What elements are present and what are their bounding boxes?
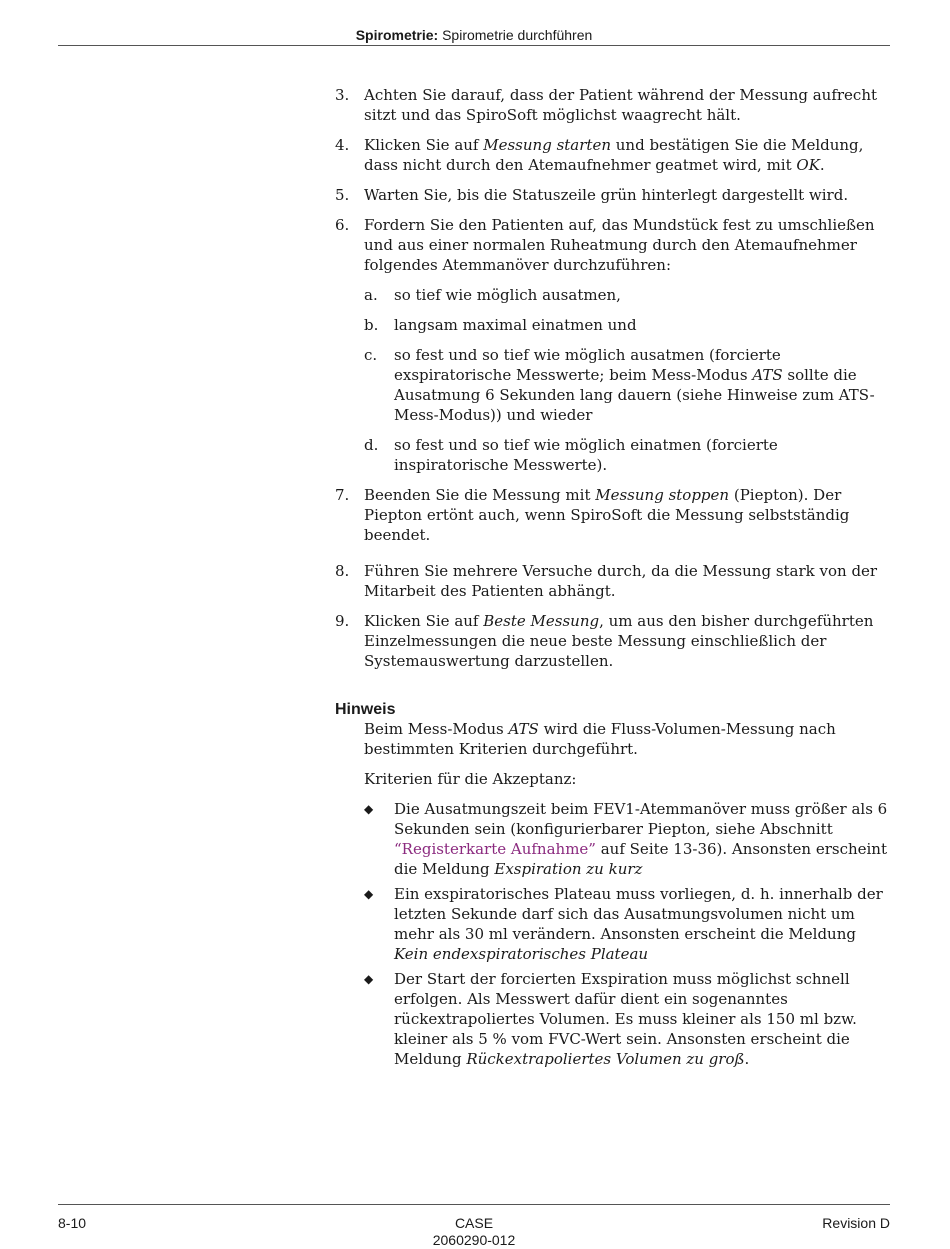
criteria-item: [364, 884, 891, 964]
note-text-part: Beim Mess-Modus: [364, 720, 509, 738]
criteria-item: [364, 799, 891, 879]
step-text-part: (Piepton). Der Piepton ertönt auch, wenn SpiroSoft die Messung selbstständig beendet.: [364, 486, 850, 544]
substep-text: so tief wie möglich ausatmen,: [394, 286, 621, 304]
header-section: Spirometrie:: [355, 27, 439, 43]
step-9: [335, 611, 891, 671]
step-number: 8.: [335, 562, 350, 580]
substep-c: [364, 345, 891, 425]
substep-letter: a.: [364, 286, 378, 304]
step-text: [364, 611, 891, 671]
step-6: [335, 215, 891, 475]
criteria-text: [394, 799, 891, 879]
step-text-part: Beenden Sie die Messung mit: [364, 486, 596, 504]
criteria-text-part: Ein exspiratorisches Plateau muss vorliegen, d. h. innerhalb der letzten Sekunde darf sich das Ausatmungsvolumen nicht um mehr als 30 ml verändern. Ansonsten erscheint die Meldung: [394, 885, 883, 943]
criteria-text-part: .: [744, 1050, 750, 1068]
page-number: 8-10: [58, 1215, 87, 1231]
step-number: 5.: [335, 186, 350, 204]
step-5: [335, 185, 891, 205]
message-volumen-zu-gross: Rückextrapoliertes Volumen zu groß: [466, 1050, 745, 1068]
substep-text-part: sollte die Ausatmung 6 Sekunden lang dauern (siehe Hinweise zum ATS-Mess-Modus)) und wieder: [394, 366, 875, 424]
step-body: [364, 215, 891, 475]
page-header: [58, 0, 890, 46]
footer-center: [58, 1215, 890, 1249]
step-text-part: , um aus den bisher durchgeführten Einzelmessungen die neue beste Messung einschließlich der Systemauswertung darzustellen.: [364, 612, 874, 670]
step-text-part: Klicken Sie auf: [364, 612, 484, 630]
note-title: Hinweis: [335, 701, 396, 718]
diamond-bullet-icon: ◆: [364, 802, 374, 816]
step-text: Fordern Sie den Patienten auf, das Mundstück fest zu umschließen und aus einer normalen Ruheatmung durch den Atemaufnehmer folgendes Atemmanöver durchzuführen:: [364, 216, 875, 274]
step-4: [335, 135, 891, 175]
ui-term-beste-messung: Beste Messung: [483, 612, 600, 630]
message-kein-plateau: Kein endexspiratorisches Plateau: [394, 945, 649, 963]
registerkarte-aufnahme-link[interactable]: “Registerkarte Aufnahme”: [394, 840, 596, 858]
step-text-part: .: [819, 156, 825, 174]
page-footer: [58, 1204, 890, 1248]
step-number: 7.: [335, 486, 350, 504]
step-text-part: und bestätigen Sie die Meldung, dass nicht durch den Atemaufnehmer geatmet wird, mit: [364, 136, 864, 174]
ui-term-ats: ATS: [508, 720, 539, 738]
ui-term-messung-starten: Messung starten: [483, 136, 611, 154]
header-title: Spirometrie durchführen: [442, 27, 593, 43]
substep-b: [364, 315, 891, 335]
substep-text: langsam maximal einatmen und: [394, 316, 637, 334]
ui-term-ats: ATS: [752, 366, 783, 384]
criteria-item: [364, 969, 891, 1069]
step-text: Achten Sie darauf, dass der Patient während der Messung aufrecht sitzt und das SpiroSoft möglichst waagrecht hält.: [364, 86, 878, 124]
criteria-text-part: Der Start der forcierten Exspiration muss möglichst schnell erfolgen. Als Messwert dafür dient ein sogenanntes rückextrapoliertes Volumen. Es muss kleiner als 150 ml bzw. kleiner als 5 % vom FVC-Wert sein. Ansonsten erscheint die Meldung: [394, 970, 857, 1068]
substep-text: so fest und so tief wie möglich einatmen (forcierte inspiratorische Messwerte).: [394, 436, 778, 474]
note-text-part: wird die Fluss-Volumen-Messung nach bestimmten Kriterien durchgeführt.: [364, 720, 836, 758]
revision: Revision D: [822, 1215, 890, 1231]
ui-term-messung-stoppen: Messung stoppen: [595, 486, 730, 504]
step-7: [335, 485, 891, 545]
substep-d: [364, 435, 891, 475]
step-3: [335, 85, 891, 125]
substep-letter: d.: [364, 436, 379, 454]
step-number: 9.: [335, 612, 350, 630]
substep-text: [394, 345, 891, 425]
note-intro: [364, 719, 891, 759]
step-text: Warten Sie, bis die Statuszeile grün hinterlegt dargestellt wird.: [364, 186, 849, 204]
step-number: 6.: [335, 216, 350, 234]
product-name: CASE: [454, 1215, 494, 1231]
substep-a: [364, 285, 891, 305]
doc-number: 2060290-012: [432, 1232, 516, 1248]
message-exspiration-zu-kurz: Exspiration zu kurz: [494, 860, 643, 878]
criteria-text: [394, 884, 891, 964]
step-number: 3.: [335, 86, 350, 104]
main-content: [335, 85, 891, 1074]
criteria-text-part: Die Ausatmungszeit beim FEV1-Atemmanöver muss größer als 6 Sekunden sein (konfigurierbarer Piepton, siehe Abschnitt: [394, 800, 888, 838]
substep-letter: c.: [364, 346, 378, 364]
criteria-text-part: auf Seite 13-36). Ansonsten erscheint die Meldung: [394, 840, 887, 878]
note-body: [364, 719, 891, 1069]
step-text: [364, 485, 891, 545]
substep-text-part: so fest und so tief wie möglich ausatmen (forcierte exspiratorische Messwerte; beim Mess-Modus: [394, 346, 781, 384]
criteria-label: Kriterien für die Akzeptanz:: [364, 770, 577, 788]
diamond-bullet-icon: ◆: [364, 887, 374, 901]
step-text-part: Klicken Sie auf: [364, 136, 484, 154]
step-8: [335, 561, 891, 601]
step-text: Führen Sie mehrere Versuche durch, da die Messung stark von der Mitarbeit des Patienten abhängt.: [364, 562, 878, 600]
step-number: 4.: [335, 136, 350, 154]
criteria-text: [394, 969, 891, 1069]
substep-letter: b.: [364, 316, 379, 334]
step-text: [364, 135, 891, 175]
substep-list: [364, 285, 891, 475]
diamond-bullet-icon: ◆: [364, 972, 374, 986]
ui-term-ok: OK: [796, 156, 820, 174]
